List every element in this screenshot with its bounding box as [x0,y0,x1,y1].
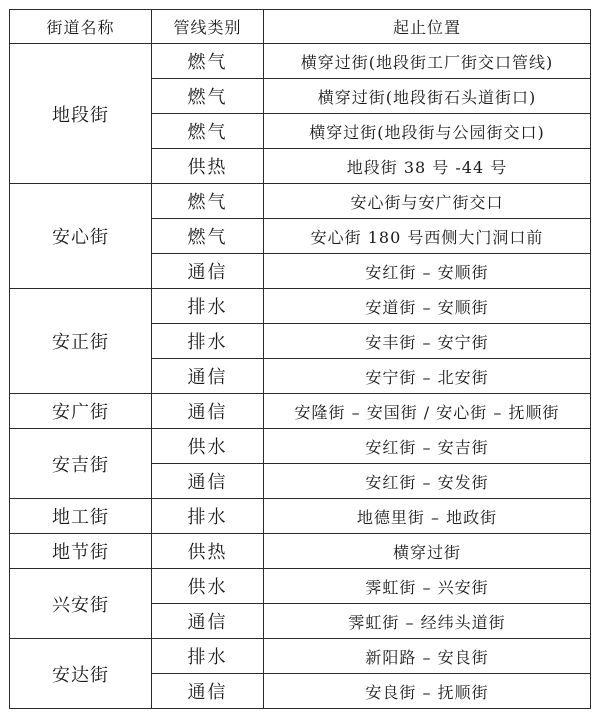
header-street-name: 街道名称 [10,10,152,44]
location-cell: 安隆街 – 安国街 / 安心街 – 抚顺街 [264,394,591,429]
pipeline-table-container [9,9,590,709]
location-cell: 横穿过街 [264,534,591,569]
pipeline-type-cell: 通信 [152,604,264,639]
pipeline-type-cell: 通信 [152,394,264,429]
location-cell: 霁虹街 – 兴安街 [264,569,591,604]
location-cell: 安道街 – 安顺街 [264,289,591,324]
pipeline-type-cell: 供热 [152,534,264,569]
location-cell: 安红街 – 安顺街 [264,254,591,289]
street-name-cell: 安达街 [10,639,152,709]
table-row [10,569,591,604]
table-row [10,394,591,429]
location-cell: 横穿过街(地段街与公园街交口) [264,114,591,149]
location-cell: 安心街 180 号西侧大门洞口前 [264,219,591,254]
street-name-cell: 安吉街 [10,429,152,499]
pipeline-type-cell: 供水 [152,429,264,464]
street-name-cell: 安正街 [10,289,152,394]
table-row [10,534,591,569]
table-header [10,10,591,44]
table-row [10,639,591,674]
street-name-cell: 地段街 [10,44,152,184]
table-row [10,44,591,79]
street-name-cell: 兴安街 [10,569,152,639]
pipeline-type-cell: 通信 [152,359,264,394]
pipeline-type-cell: 供热 [152,149,264,184]
location-cell: 霁虹街 – 经纬头道街 [264,604,591,639]
pipeline-type-cell: 燃气 [152,44,264,79]
location-cell: 地德里街 – 地政街 [264,499,591,534]
location-cell: 安丰街 – 安宁街 [264,324,591,359]
table-row [10,184,591,219]
location-cell: 横穿过街(地段街石头道街口) [264,79,591,114]
pipeline-type-cell: 排水 [152,499,264,534]
location-cell: 安心街与安广街交口 [264,184,591,219]
pipeline-type-cell: 排水 [152,289,264,324]
pipeline-type-cell: 通信 [152,254,264,289]
location-cell: 安红街 – 安发街 [264,464,591,499]
street-name-cell: 安心街 [10,184,152,289]
pipeline-type-cell: 燃气 [152,114,264,149]
pipeline-type-cell: 燃气 [152,219,264,254]
header-row [10,10,591,44]
pipeline-type-cell: 排水 [152,639,264,674]
location-cell: 安良街 – 抚顺街 [264,674,591,709]
pipeline-type-cell: 排水 [152,324,264,359]
location-cell: 地段街 38 号 -44 号 [264,149,591,184]
table-row [10,429,591,464]
pipeline-type-cell: 燃气 [152,79,264,114]
location-cell: 安宁街 – 北安街 [264,359,591,394]
pipeline-table [9,9,591,709]
pipeline-type-cell: 通信 [152,674,264,709]
street-name-cell: 地工街 [10,499,152,534]
street-name-cell: 安广街 [10,394,152,429]
pipeline-type-cell: 通信 [152,464,264,499]
location-cell: 安红街 – 安吉街 [264,429,591,464]
header-pipeline-type: 管线类别 [152,10,264,44]
table-row [10,499,591,534]
header-location: 起止位置 [264,10,591,44]
pipeline-type-cell: 燃气 [152,184,264,219]
table-body [10,44,591,709]
location-cell: 新阳路 – 安良街 [264,639,591,674]
street-name-cell: 地节街 [10,534,152,569]
location-cell: 横穿过街(地段街工厂街交口管线) [264,44,591,79]
pipeline-type-cell: 供水 [152,569,264,604]
table-row [10,289,591,324]
